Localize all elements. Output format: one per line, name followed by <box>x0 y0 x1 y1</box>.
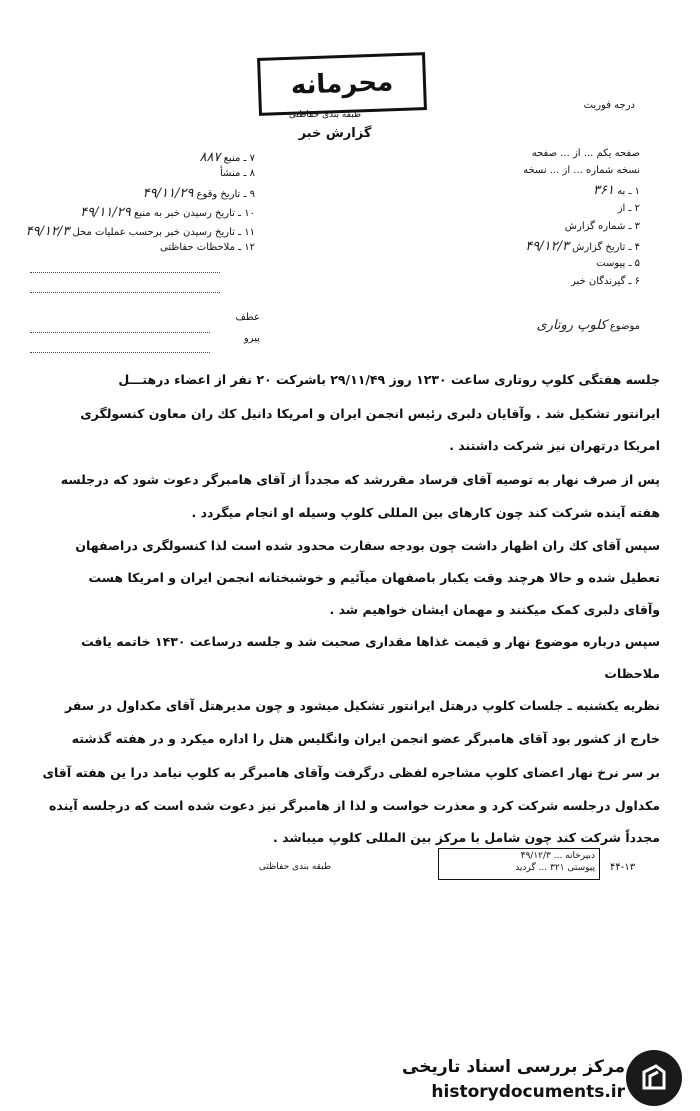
field-origin: ۸ ـ منشأ <box>219 168 255 179</box>
stamp-line: پیوستی ۳۲۱ ... گردید <box>515 863 595 873</box>
notes-line: خارج از کشور بود آقای هامبرگر عضو انجمن ایران وانگلیس هتل را اداره میکرد و در هفته گذشته <box>71 731 660 746</box>
field-to: ۱ ـ به ۳۶۱ <box>593 183 640 198</box>
field-received-ops: ۱۱ ـ تاریخ رسیدن خبر برحسب عملیات محل ۴۹/۱۲/۳ <box>25 224 255 239</box>
field-report-date: ۴ ـ تاریخ گزارش ۴۹/۱۲/۳ <box>525 239 640 254</box>
notes-line: نظریه یکشنبه ـ جلسات کلوپ درهتل ایرانتور تشکیل میشود و چون مدیرهتل آقای مکداول در سفر <box>64 698 660 713</box>
field-security-notes: ۱۲ ـ ملاحظات حفاظتی <box>160 242 255 253</box>
body-line: پس از صرف نهار به توصیه آقای فرساد مقررشد که مجدداً از آقای هامبرگر دعوت شود که درجلسه <box>60 472 660 487</box>
dotted-line <box>30 332 210 333</box>
archive-logo-icon <box>626 1050 682 1106</box>
notes-title: ملاحظات <box>604 666 660 681</box>
field-source: ۷ ـ منبع ۸۸۷ <box>199 150 255 165</box>
dotted-line <box>30 292 220 293</box>
subject-field: موضوع کلوپ روتاری <box>536 318 640 333</box>
body-line: سپس درباره موضوع نهار و قیمت غذاها مقداری صحبت شد و جلسه درساعت ۱۴۳۰ خاتمه یافت <box>81 634 660 649</box>
priority-label: درجه فوریت <box>583 100 635 111</box>
body-line: امریکا درتهران نیز شرکت داشتند . <box>449 438 660 453</box>
watermark-title: مرکز بررسی اسناد تاریخی <box>402 1057 625 1077</box>
watermark-url: historydocuments.ir <box>431 1082 625 1102</box>
field-event-date: ۹ ـ تاریخ وقوع ۴۹/۱۱/۲۹ <box>142 186 255 201</box>
stamp-line: دبیرخانه ... ۴۹/۱۲/۳ <box>520 851 595 861</box>
body-line: وآقای دلبری کمک میکنند و مهمان ایشان خواهیم شد . <box>329 602 660 617</box>
confidential-stamp: محرمانه <box>257 52 427 116</box>
body-line: جلسه هفتگی کلوپ روتاری ساعت ۱۲۳۰ روز ۲۹/۱۱/۴۹ باشرکت ۲۰ نفر از اعضاء درهتـــل <box>118 372 660 387</box>
field-report-no: ۳ ـ شماره گزارش <box>564 221 640 232</box>
field-page: صفحه یکم ... از ... صفحه <box>531 148 640 159</box>
field-received-source: ۱۰ ـ تاریخ رسیدن خبر به منبع ۴۹/۱۱/۲۹ <box>80 205 255 220</box>
classification-label: طبقه بندی حفاظتی <box>288 110 362 120</box>
body-line: سپس آقای کك ران اظهار داشت چون بودجه سفارت محدود شده است لذا کنسولگری دراصفهان <box>75 538 660 553</box>
dotted-line <box>30 272 220 273</box>
dotted-line <box>30 352 210 353</box>
page-number: ۴۴-۱۳ <box>610 862 636 873</box>
field-attachment: ۵ ـ پیوست <box>596 258 640 269</box>
peyro-label: پیرو <box>243 333 260 344</box>
secretariat-stamp <box>438 848 600 880</box>
body-line: ایرانتور تشکیل شد . وآقایان دلبری رئیس انجمن ایران و امریکا دانیل کك ران معاون کنسولگری <box>80 406 660 421</box>
report-title: گزارش خبر <box>298 126 372 141</box>
field-copy: نسخه شماره ... از ... نسخه <box>523 165 640 176</box>
atf-label: عطف <box>235 312 260 323</box>
body-line: تعطیل شده و حالا هرچند وقت یکبار باصفهان میآئیم و خوشبختانه انجمن ایران و امریکا هست <box>88 570 660 585</box>
field-from: ۲ ـ از <box>617 203 640 214</box>
notes-line: مکداول درجلسه شرکت کرد و معذرت خواست و لذا از هامبرگر نیز دعوت شده است که درجلسه آینده <box>48 798 660 813</box>
field-recipients: ۶ ـ گیرندگان خبر <box>570 276 640 287</box>
notes-line: بر سر نرخ نهار اعضای کلوپ مشاجره لفظی درگرفت وآقای هامبرگر به کلوپ نیامد درا ین هفته آقای <box>42 765 660 780</box>
footer-classification: طبقه بندی حفاظتی <box>258 862 332 872</box>
body-line: هفته آینده شرکت کند چون کارهای بین المللی کلوپ وسیله او انجام میگردد . <box>191 505 660 520</box>
notes-line: مجدداً شرکت کند چون شامل با مرکز بین المللی کلوپ میباشد . <box>273 830 660 845</box>
